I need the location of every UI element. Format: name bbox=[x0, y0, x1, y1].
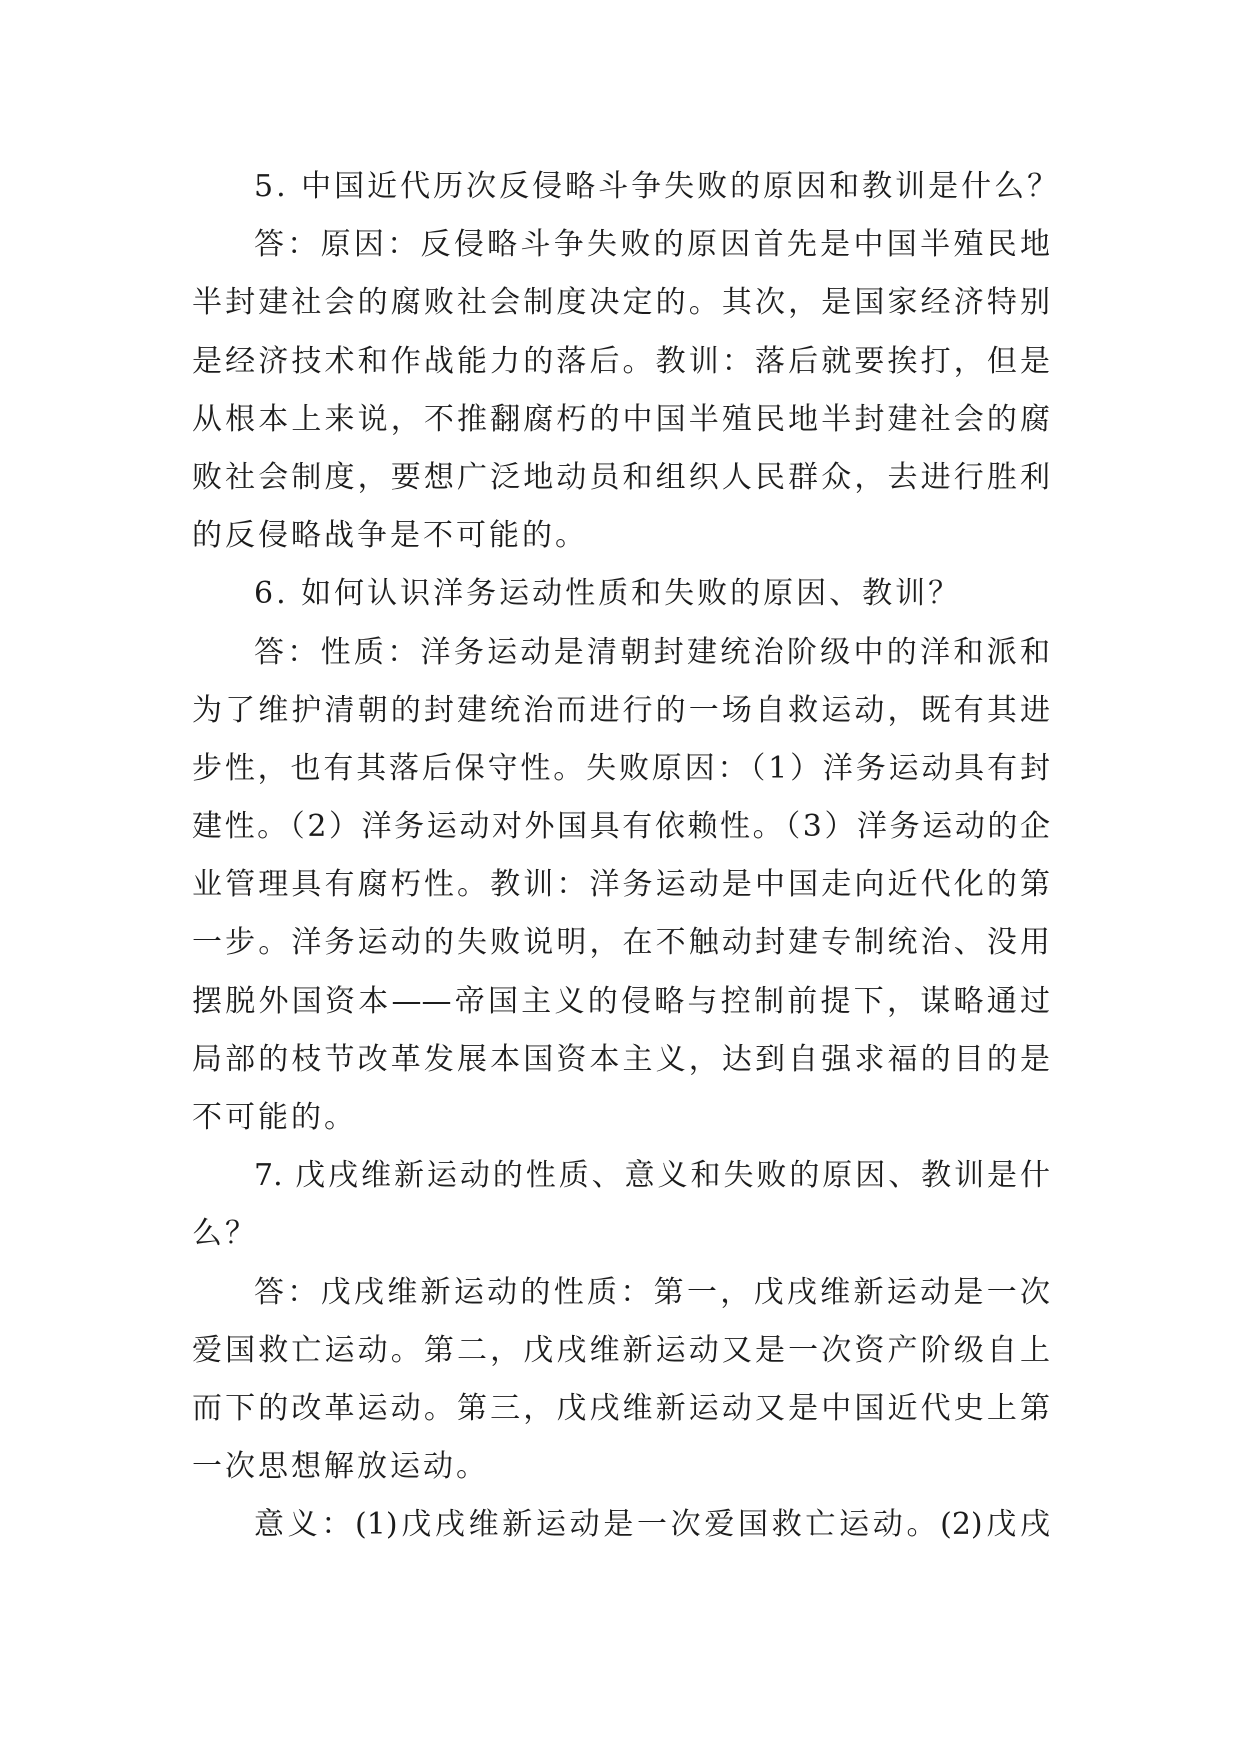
text-line: 摆脱外国资本——帝国主义的侵略与控制前提下，谋略通过 bbox=[192, 983, 1050, 1019]
text-line: 么？ bbox=[192, 1216, 258, 1252]
text-line: 答：原因：反侵略斗争失败的原因首先是中国半殖民地 bbox=[254, 227, 1050, 263]
text-line: 局部的枝节改革发展本国资本主义，达到自强求福的目的是 bbox=[192, 1041, 1050, 1077]
paragraph bbox=[192, 1496, 1050, 1554]
paragraph bbox=[192, 158, 1061, 216]
text-line: 答：戊戌维新运动的性质：第一，戊戌维新运动是一次 bbox=[254, 1274, 1050, 1310]
text-line: 6. 如何认识洋务运动性质和失败的原因、教训？ bbox=[254, 576, 962, 612]
paragraph bbox=[192, 216, 1050, 565]
text-line: 而下的改革运动。第三，戊戌维新运动又是中国近代史上第 bbox=[192, 1390, 1050, 1426]
text-line: 步性，也有其落后保守性。失败原因：（1）洋务运动具有封 bbox=[192, 750, 1050, 786]
text-line: 的反侵略战争是不可能的。 bbox=[192, 518, 588, 554]
text-line: 不可能的。 bbox=[192, 1100, 357, 1135]
text-line: 半封建社会的腐败社会制度决定的。其次，是国家经济特别 bbox=[192, 285, 1050, 321]
paragraph bbox=[192, 624, 1050, 1148]
text-line: 答：性质：洋务运动是清朝封建统治阶级中的洋和派和 bbox=[254, 634, 1050, 670]
text-line: 业管理具有腐朽性。教训：洋务运动是中国走向近代化的第 bbox=[192, 867, 1050, 903]
text-line: 5. 中国近代历次反侵略斗争失败的原因和教训是什么？ bbox=[254, 169, 1061, 204]
text-line: 建性。（2）洋务运动对外国具有依赖性。（3）洋务运动的企 bbox=[192, 809, 1050, 845]
paragraph bbox=[192, 565, 1050, 623]
document-body bbox=[192, 158, 1061, 1555]
text-line: 7. 戊戌维新运动的性质、意义和失败的原因、教训是什 bbox=[254, 1158, 1050, 1194]
text-line: 败社会制度，要想广泛地动员和组织人民群众，去进行胜利 bbox=[192, 459, 1050, 495]
paragraph bbox=[192, 1147, 1050, 1263]
text-line: 一步。洋务运动的失败说明，在不触动封建专制统治、没用 bbox=[192, 925, 1050, 961]
text-line: 是经济技术和作战能力的落后。教训：落后就要挨打，但是 bbox=[192, 343, 1050, 379]
text-line: 爱国救亡运动。第二，戊戌维新运动又是一次资产阶级自上 bbox=[192, 1332, 1050, 1368]
text-line: 从根本上来说，不推翻腐朽的中国半殖民地半封建社会的腐 bbox=[192, 401, 1050, 437]
paragraph bbox=[192, 1264, 1050, 1497]
text-line: 为了维护清朝的封建统治而进行的一场自救运动，既有其进 bbox=[192, 692, 1050, 728]
text-line: 一次思想解放运动。 bbox=[192, 1449, 489, 1485]
text-line: 意义：(1)戊戌维新运动是一次爱国救亡运动。(2)戊戌 bbox=[254, 1507, 1050, 1543]
